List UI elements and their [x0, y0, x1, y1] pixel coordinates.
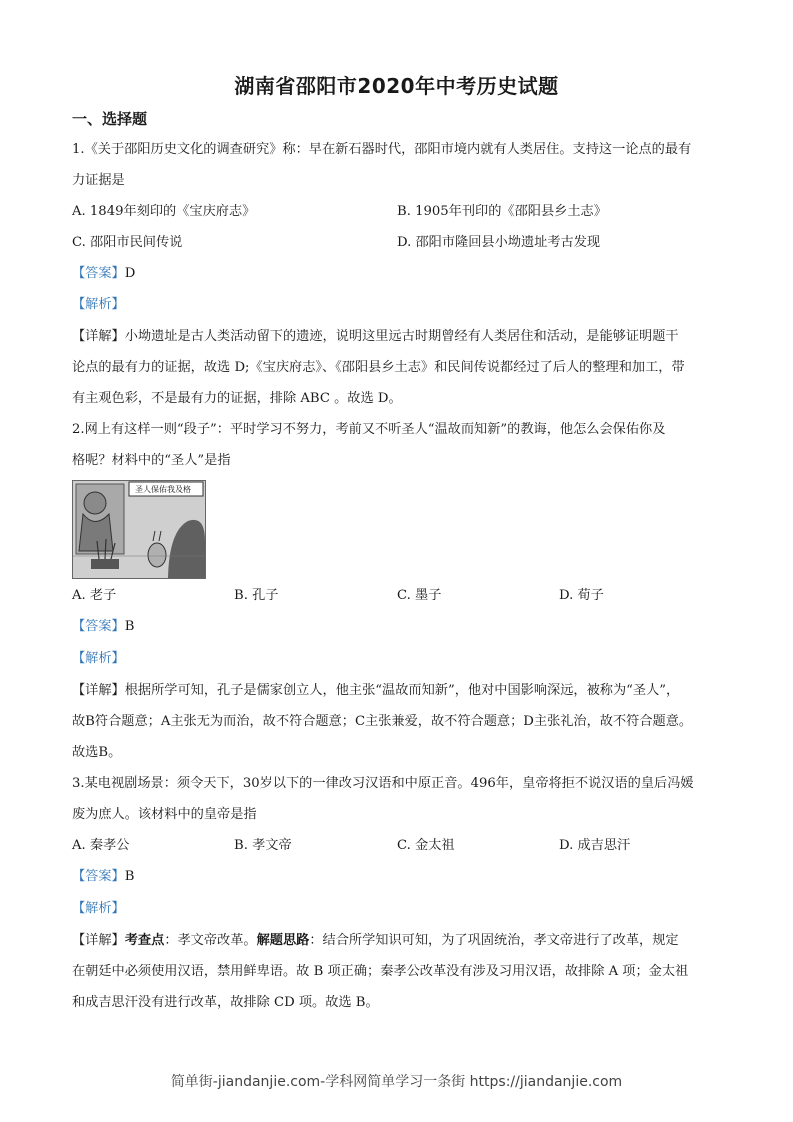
- answer-value: B: [124, 869, 135, 884]
- q3-option-c: C. 金太祖: [397, 838, 455, 853]
- q2-answer: [72, 617, 724, 637]
- answer-tag: 【答案】: [72, 619, 125, 634]
- keyword-jietisilu: 解题思路: [256, 933, 310, 948]
- q3-detail-line-3: 和成吉思汗没有进行改革，故排除 CD 项。故选 B。: [72, 995, 379, 1010]
- detail-tag: 【详解】: [72, 683, 125, 698]
- q3-option-a: A. 秦孝公: [72, 838, 130, 853]
- q2-option-a: A. 老子: [72, 588, 117, 603]
- analysis-tag: 【解析】: [72, 901, 125, 916]
- cartoon-drawing: [73, 481, 205, 578]
- detail-text: 根据所学可知，孔子是儒家创立人，他主张“温故而知新”，他对中国影响深远，被称为“圣人”，: [124, 683, 680, 698]
- q1-detail-line-2: 论点的最有力的证据，故选 D;《宝庆府志》、《邵阳县乡土志》和民间传说都经过了后人的整理和加工，带: [72, 360, 685, 375]
- detail-text: 小坳遗址是古人类活动留下的遗迹，说明这里远古时期曾经有人类居住和活动，是能够证明题干: [124, 329, 679, 344]
- q2-option-c: C. 墨子: [397, 588, 442, 603]
- answer-tag: 【答案】: [72, 266, 125, 281]
- q1-option-c: C. 邵阳市民间传说: [72, 235, 183, 250]
- q1-answer: [72, 264, 724, 284]
- q2-detail-line-2: 故B符合题意；A主张无为而治，故不符合题意；C主张兼爱，故不符合题意；D主张礼治，故不符合题意。: [72, 714, 693, 729]
- q3-stem-line-2: 废为庶人。该材料中的皇帝是指: [72, 807, 257, 822]
- detail-tag: 【详解】: [72, 329, 125, 344]
- q1-option-a: A. 1849年刻印的《宝庆府志》: [72, 204, 256, 219]
- q1-option-d: D. 邵阳市隆回县小坳遗址考古发现: [397, 235, 601, 250]
- detail-text-b: ：结合所学知识可知，为了巩固统治，孝文帝进行了改革，规定: [309, 933, 679, 948]
- q3-detail-line-2: 在朝廷中必须使用汉语，禁用鲜卑语。故 B 项正确；秦孝公改革没有涉及习用汉语，故排除 A 项；金太祖: [72, 964, 689, 979]
- q3-analysis-tag: [72, 899, 724, 919]
- q3-stem-line-1: 3.某电视剧场景：须令天下，30岁以下的一律改习汉语和中原正音。496年，皇帝将拒不说汉语的皇后冯媛: [72, 776, 694, 791]
- q3-answer: [72, 867, 724, 887]
- q2-analysis-tag: [72, 649, 724, 669]
- q1-option-b: B. 1905年刊印的《邵阳县乡土志》: [397, 204, 607, 219]
- cartoon-caption: 圣人保佑我及格: [135, 485, 191, 494]
- q3-detail-line-1: [72, 931, 724, 951]
- page-footer: 简单街-jiandanjie.com-学科网简单学习一条街 https://jiandanjie.com: [170, 1074, 623, 1090]
- q1-analysis-tag: [72, 295, 724, 315]
- detail-text-a: ：孝文帝改革。: [164, 933, 257, 948]
- q1-stem-line-1: 1.《关于邵阳历史文化的调查研究》称：早在新石器时代，邵阳市境内就有人类居住。支持这一论点的最有: [72, 142, 692, 157]
- q3-option-b: B. 孝文帝: [234, 838, 292, 853]
- answer-value: B: [124, 619, 135, 634]
- detail-tag: 【详解】: [72, 933, 125, 948]
- q2-stem-line-2: 格呢？材料中的“圣人”是指: [72, 453, 231, 468]
- q1-detail-line-1: [72, 327, 724, 347]
- page-title: 湖南省邵阳市2020年中考历史试题: [234, 74, 559, 98]
- analysis-tag: 【解析】: [72, 297, 125, 312]
- q3-option-d: D. 成吉思汗: [559, 838, 631, 853]
- keyword-kaochadian: 考查点: [124, 933, 165, 948]
- q1-detail-line-3: 有主观色彩，不是最有力的证据，排除 ABC 。故选 D。: [72, 391, 402, 406]
- q2-stem-line-1: 2.网上有这样一则“段子”：平时学习不努力，考前又不听圣人“温故而知新”的教诲，他怎么会保佑你及: [72, 422, 666, 437]
- cartoon-image: [72, 480, 206, 579]
- q2-option-d: D. 荀子: [559, 588, 604, 603]
- answer-value: D: [124, 266, 136, 281]
- q2-option-b: B. 孔子: [234, 588, 279, 603]
- q2-detail-line-3: 故选B。: [72, 745, 122, 760]
- answer-tag: 【答案】: [72, 869, 125, 884]
- section-heading: 一、选择题: [72, 110, 148, 128]
- q2-detail-line-1: [72, 681, 724, 701]
- analysis-tag: 【解析】: [72, 651, 125, 666]
- q1-stem-line-2: 力证据是: [72, 173, 125, 188]
